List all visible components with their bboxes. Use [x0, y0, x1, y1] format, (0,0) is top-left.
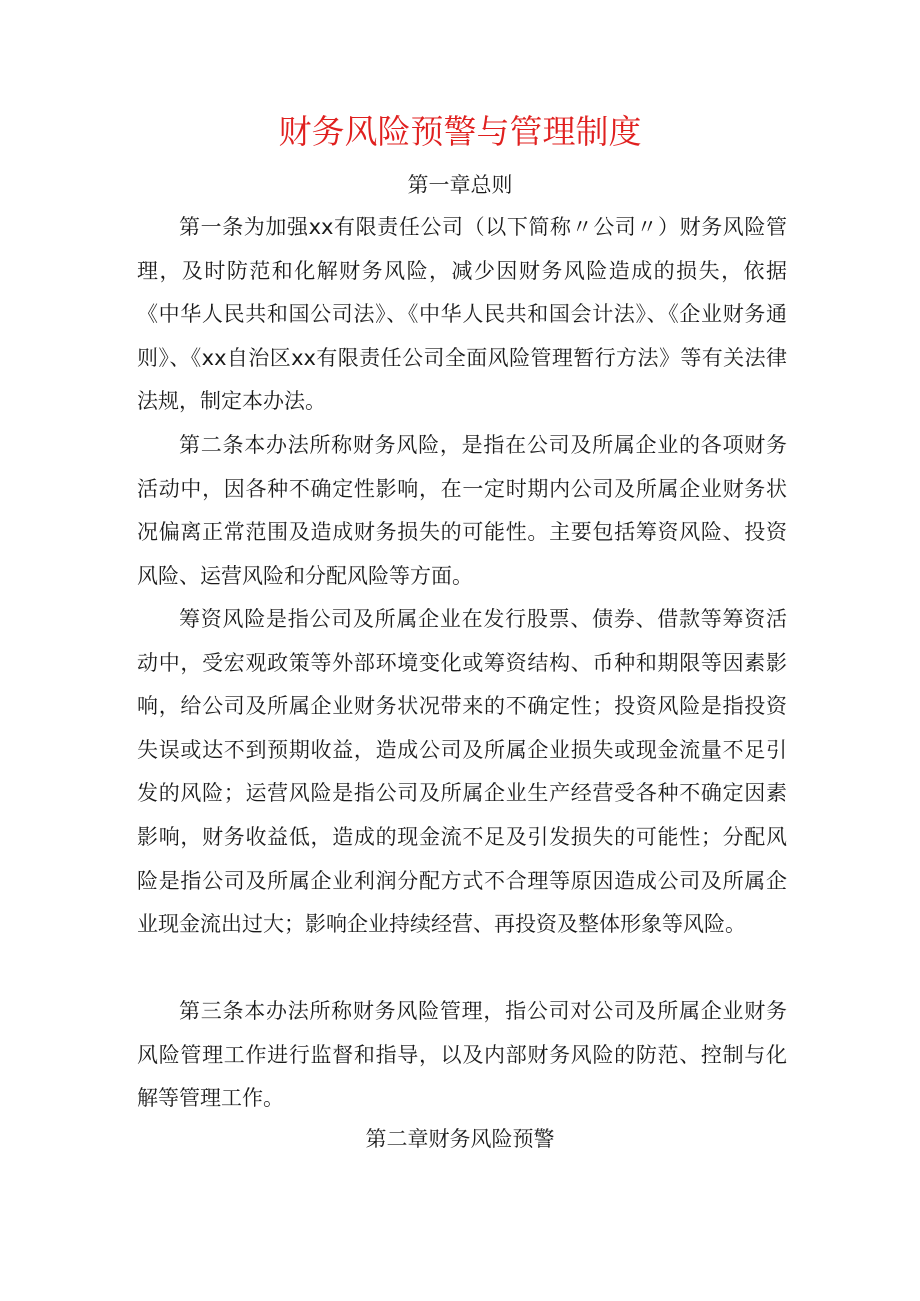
article-1-paragraph: 第一条为加强xx有限责任公司（以下简称〃公司〃）财务风险管理，及时防范和化解财务风险，减少因财务风险造成的损失，依据《中华人民共和国公司法》、《中华人民共和国会计法》、《企业财务通则》、《xx自治区xx有限责任公司全面风险管理暂行方法》等有关法律法规，制定本办法。	[137, 215, 787, 414]
document-title: 财务风险预警与管理制度	[278, 112, 642, 151]
article-2-paragraph: 第二条本办法所称财务风险，是指在公司及所属企业的各项财务活动中，因各种不确定性影响，在一定时期内公司及所属企业财务状况偏离正常范围及造成财务损失的可能性。主要包括筹资风险、投资风险、运营风险和分配风险等方面。	[137, 433, 787, 588]
article-3-paragraph: 第三条本办法所称财务风险管理，指公司对公司及所属企业财务风险管理工作进行监督和指导，以及内部财务风险的防范、控制与化解等管理工作。	[137, 999, 787, 1111]
chapter-heading-2: 第二章财务风险预警	[365, 1127, 555, 1151]
article-2-detail-paragraph: 筹资风险是指公司及所属企业在发行股票、债券、借款等筹资活动中，受宏观政策等外部环境变化或筹资结构、币种和期限等因素影响，给公司及所属企业财务状况带来的不确定性；投资风险是指投资失误或达不到预期收益，造成公司及所属企业损失或现金流量不足引发的风险；运营风险是指公司及所属企业生产经营受各种不确定因素影响，财务收益低，造成的现金流不足及引发损失的可能性；分配风险是指公司及所属企业利润分配方式不合理等原因造成公司及所属企业现金流出过大；影响企业持续经营、再投资及整体形象等风险。	[137, 607, 787, 937]
chapter-heading-1: 第一章总则	[407, 173, 513, 197]
